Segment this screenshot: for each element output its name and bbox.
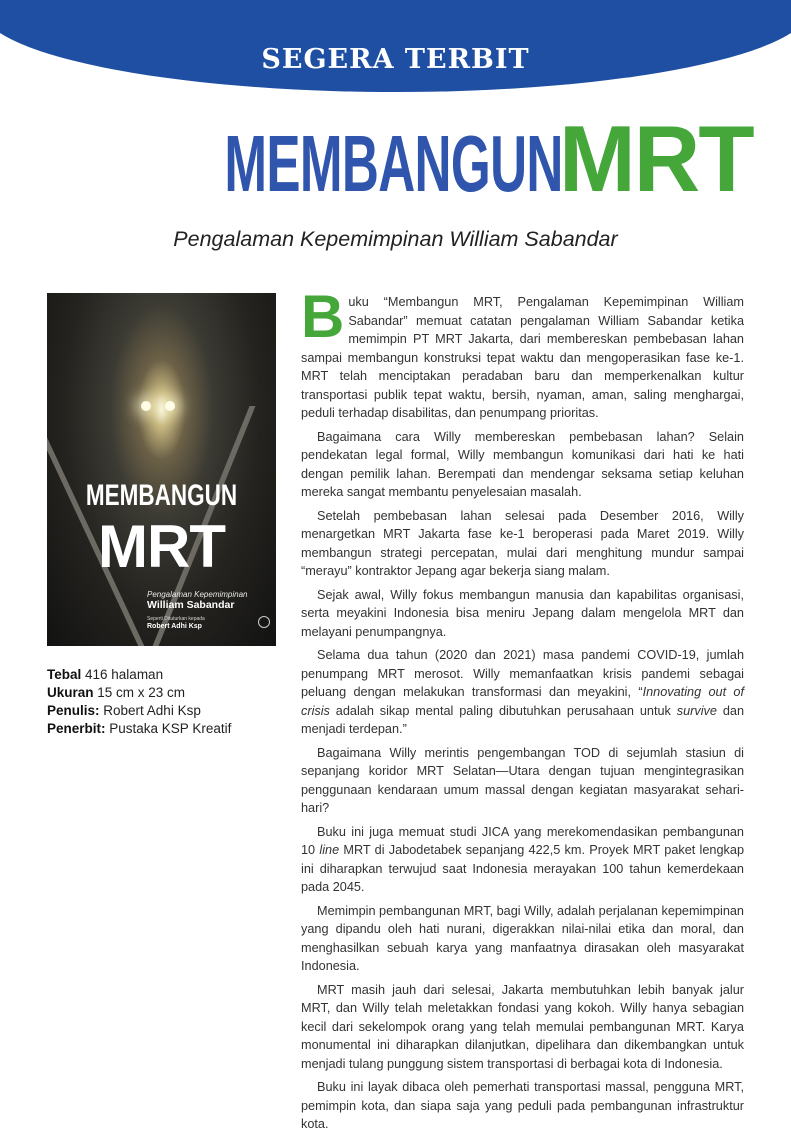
- paragraph: Buku ini layak dibaca oleh pemerhati transportasi massal, pengguna MRT, pemimpin kota, dan siapa saja yang peduli pada pembangunan infrastruktur kota.: [301, 1080, 744, 1131]
- paragraph: MRT masih jauh dari selesai, Jakarta membutuhkan lebih banyak jalur MRT, dan Willy telah meletakkan fondasi yang kokoh. Willy hanya sebagian kecil dari sekelompok orang yang telah memulai pembangunan MRT. Karya monumental ini diharapkan dilanjutkan, dipelihara dan dikembangkan untuk menjadi tulang punggung sistem transportasi di berbagai kota di Indonesia.: [301, 982, 744, 1071]
- cover-tunnel-light: [165, 401, 175, 411]
- banner-title: SEGERA TERBIT: [261, 44, 530, 75]
- paragraph: [301, 283, 744, 423]
- paragraph-text: Buku ini juga memuat studi JICA yang merekomendasikan pembangunan 10: [301, 824, 744, 857]
- detail-label: Tebal: [47, 667, 82, 682]
- detail-publisher: [47, 720, 231, 738]
- paragraph-text: adalah sikap mental paling dibutuhkan perusahaan untuk: [329, 703, 677, 718]
- detail-label: Penerbit:: [47, 721, 106, 736]
- cover-note: Seperti Dituturkan kepada: [147, 616, 205, 622]
- detail-label: Penulis:: [47, 703, 100, 718]
- drop-cap: B: [301, 283, 345, 350]
- title-part-membangun: MEMBANGUN: [224, 119, 564, 208]
- detail-value: 416 halaman: [81, 667, 164, 682]
- paragraph: Memimpin pembangunan MRT, bagi Willy, adalah perjalanan kepemimpinan yang dipandu oleh hati nurani, digerakkan nilai-nilai etika dan moral, dan menghasilkan sebuah karya yang manfaatnya dirasakan oleh masyarakat Indonesia.: [301, 903, 744, 973]
- cover-title-mrt: MRT: [98, 513, 225, 580]
- paragraph: Setelah pembebasan lahan selesai pada Desember 2016, Willy menargetkan MRT Jakarta fase ke-1 beroperasi pada Maret 2019. Willy membangun strategi percepatan, mulai dari menghitung mundur sampai “merayu” kontraktor Jepang agar bekerja siang malam.: [301, 508, 744, 578]
- cover-tunnel-light: [141, 401, 151, 411]
- cover-author: Robert Adhi Ksp: [147, 623, 202, 630]
- detail-author: [47, 702, 231, 720]
- detail-value: 15 cm x 23 cm: [93, 685, 186, 700]
- paragraph: Sejak awal, Willy fokus membangun manusia dan kapabilitas organisasi, serta meyakini Indonesia bisa meniru Jepang dalam mengelola MRT dan melayani penumpangnya.: [301, 587, 744, 639]
- book-title: [0, 106, 791, 211]
- cover-subtitle: Pengalaman Kepemimpinan: [147, 590, 248, 599]
- book-description: [301, 283, 745, 1139]
- publisher-logo-icon: [258, 616, 270, 628]
- detail-value: Pustaka KSP Kreatif: [105, 721, 232, 736]
- cover-name: William Sabandar: [147, 599, 235, 611]
- paragraph: [301, 823, 744, 897]
- book-cover-image: [47, 293, 276, 646]
- paragraph-text: uku “Membangun MRT, Pengalaman Kepemimpinan William Sabandar” memuat catatan pengalaman William Sabandar ketika memimpin PT MRT Jakarta, dari membereskan pembebasan lahan sampai membangun konstruksi tepat waktu dan mengoperasikan fase ke-1. MRT telah menciptakan peradaban baru dan memperkenalkan kultur transportasi publik tepat waktu, bersih, nyaman, aman, saling menghargai, peduli terhadap disabilitas, dan penumpang prioritas.: [301, 295, 744, 420]
- title-part-mrt: MRT: [559, 106, 753, 211]
- paragraph: [301, 646, 744, 739]
- italic-text: survive: [676, 703, 717, 718]
- italic-text: line: [319, 843, 340, 857]
- detail-value: Robert Adhi Ksp: [99, 703, 201, 718]
- cover-title-membangun: MEMBANGUN: [85, 479, 238, 512]
- book-details: [47, 666, 231, 738]
- paragraph-text: dan menjadi terdepan.”: [301, 703, 745, 736]
- detail-pages: [47, 666, 231, 684]
- paragraph-text: MRT di Jabodetabek sepanjang 422,5 km. Proyek MRT paket lengkap ini diharapkan terwujud saat Indonesia merayakan 100 tahun kemerdekaan pada 2045.: [301, 843, 744, 894]
- detail-size: [47, 684, 231, 702]
- book-subtitle: Pengalaman Kepemimpinan William Sabandar: [173, 227, 618, 251]
- paragraph: Bagaimana Willy merintis pengembangan TOD di sejumlah stasiun di sepanjang koridor MRT Selatan—Utara dengan tujuan mengintegrasikan penggunaan kendaraan umum massal dengan kegiatan masyarakat sehari-hari?: [301, 745, 744, 815]
- paragraph-text: Selama dua tahun (2020 dan 2021) masa pandemi COVID-19, jumlah penumpang MRT merosot. Willy memanfaatkan krisis pandemi sebagai peluang dengan melakukan transformasi dan meyakini, “: [301, 648, 744, 699]
- paragraph: Bagaimana cara Willy membereskan pembebasan lahan? Selain pendekatan legal formal, Willy membangun komunikasi dari hati ke hati dengan pemilik lahan. Berempati dan mendengar seksama setiap keluhan mereka sangat membantu penyelesaian masalah.: [301, 429, 744, 499]
- detail-label: Ukuran: [47, 685, 94, 700]
- italic-text: Innovating out of crisis: [301, 685, 744, 718]
